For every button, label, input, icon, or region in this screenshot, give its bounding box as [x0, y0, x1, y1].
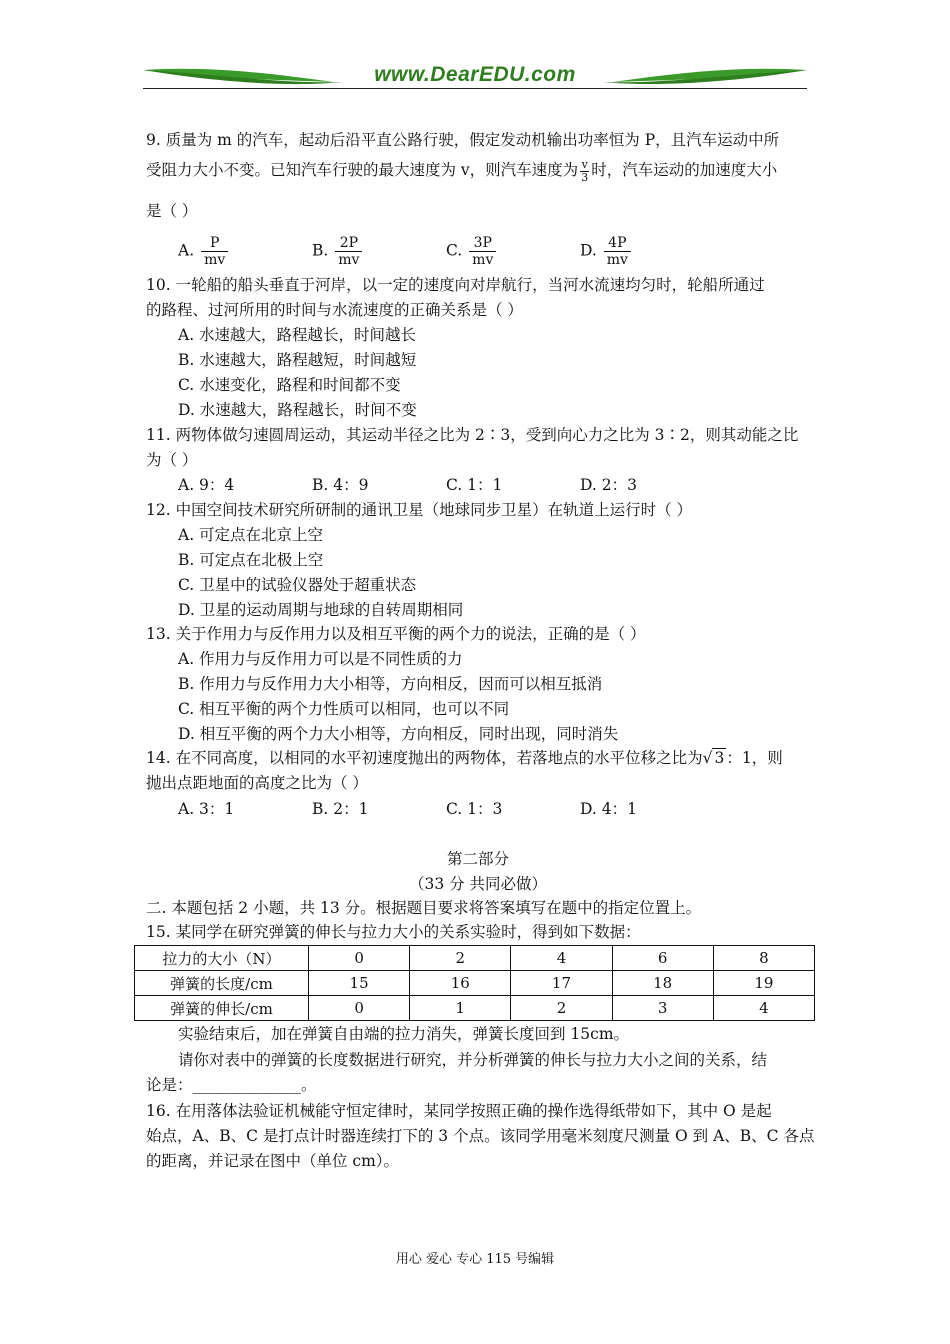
q12-line1: 12. 中国空间技术研究所研制的通讯卫星（地球同步卫星）在轨道上运行时（ ）	[146, 501, 693, 519]
table-cell: 3	[612, 996, 713, 1021]
q15-after2: 请你对表中的弹簧的长度数据进行研究，并分析弹簧的伸长与拉力大小之间的关系，结	[178, 1051, 768, 1069]
part2-intro: 二. 本题包括 2 小题，共 13 分。根据题目要求将答案填写在题中的指定位置上。	[146, 899, 702, 917]
table-cell: 弹簧的伸长/cm	[135, 996, 309, 1021]
q14-option-b[interactable]: B. 2：1	[312, 800, 369, 818]
q10-option-b[interactable]: B. 水速越大，路程越短，时间越短	[178, 351, 417, 369]
option-fraction	[469, 235, 496, 268]
spring-data-table	[134, 945, 815, 1021]
q9-frac-num: v	[581, 157, 588, 171]
option-label: C.	[446, 241, 463, 260]
table-row	[135, 996, 815, 1021]
table-cell: 19	[713, 971, 814, 996]
option-fraction	[335, 235, 362, 268]
frac-den: mv	[338, 252, 360, 268]
table-cell: 弹簧的长度/cm	[135, 971, 309, 996]
frac-num: P	[201, 235, 228, 252]
q14-line1	[146, 746, 810, 771]
table-cell: 拉力的大小（N）	[135, 946, 309, 971]
part2-subtitle: （33 分 共同必做）	[408, 875, 548, 893]
q9-fraction	[580, 159, 589, 184]
q12-option-a[interactable]: A. 可定点在北京上空	[178, 526, 324, 544]
q11-option-d[interactable]: D. 2：3	[580, 476, 637, 494]
option-label: D.	[580, 241, 597, 260]
q13-option-c[interactable]: C. 相互平衡的两个力性质可以相同，也可以不同	[178, 700, 510, 718]
page-footer: 用心 爱心 专心 115 号编辑	[395, 1252, 555, 1267]
q14-line1-post: ：1，则	[726, 749, 783, 767]
q15-line1: 15. 某同学在研究弹簧的伸长与拉力大小的关系实验时，得到如下数据：	[146, 923, 641, 941]
q11-option-c[interactable]: C. 1：1	[446, 476, 503, 494]
q15-after3[interactable]: 论是：______________。	[146, 1076, 317, 1094]
table-cell: 2	[511, 996, 612, 1021]
q9-option-c[interactable]	[446, 235, 498, 268]
frac-num: 3P	[469, 235, 496, 252]
q14-line1-pre: 14. 在不同高度，以相同的水平初速度抛出的两物体，若落地点的水平位移之比为	[146, 749, 703, 767]
q9-option-d[interactable]	[580, 235, 633, 268]
sqrt-symbol: √ 3	[702, 749, 725, 767]
q13-line1: 13. 关于作用力与反作用力以及相互平衡的两个力的说法，正确的是（ ）	[146, 625, 646, 643]
q9-line2-pre: 受阻力大小不变。已知汽车行驶的最大速度为 v，则汽车速度为	[146, 161, 579, 179]
q11-line1: 11. 两物体做匀速圆周运动，其运动半径之比为 2∶3，受到向心力之比为 3∶2，则其动能之比	[146, 426, 799, 444]
q13-option-b[interactable]: B. 作用力与反作用力大小相等，方向相反，因而可以相互抵消	[178, 675, 603, 693]
q10-line1: 10. 一轮船的船头垂直于河岸，以一定的速度向对岸航行，当河水流速均匀时，轮船所通过	[146, 276, 765, 294]
q13-option-d[interactable]: D. 相互平衡的两个力大小相等，方向相反，同时出现，同时消失	[178, 725, 619, 743]
table-cell: 4	[511, 946, 612, 971]
q16-line2: 始点，A、B、C 是打点计时器连续打下的 3 个点。该同学用毫米刻度尺测量 O 到 A、B、C 各点	[146, 1127, 815, 1145]
table-cell: 16	[410, 971, 511, 996]
q12-option-d[interactable]: D. 卫星的运动周期与地球的自转周期相同	[178, 601, 464, 619]
q14-option-c[interactable]: C. 1：3	[446, 800, 503, 818]
table-row	[135, 946, 815, 971]
frac-num: 4P	[604, 235, 631, 252]
q13-option-a[interactable]: A. 作用力与反作用力可以是不同性质的力	[178, 650, 463, 668]
table-cell: 0	[309, 946, 410, 971]
q11-option-a[interactable]: A. 9：4	[178, 476, 235, 494]
table-cell: 17	[511, 971, 612, 996]
sqrt-radicand: 3	[714, 749, 725, 767]
q12-option-c[interactable]: C. 卫星中的试验仪器处于超重状态	[178, 576, 417, 594]
q16-line3: 的距离，并记录在图中（单位 cm）。	[146, 1152, 400, 1170]
table-cell: 6	[612, 946, 713, 971]
q10-option-a[interactable]: A. 水速越大，路程越长，时间越长	[178, 326, 417, 344]
q10-option-c[interactable]: C. 水速变化，路程和时间都不变	[178, 376, 401, 394]
option-label: B.	[312, 241, 329, 260]
q14-line2: 抛出点距地面的高度之比为（ ）	[146, 774, 368, 792]
option-fraction	[604, 235, 631, 268]
table-cell: 8	[713, 946, 814, 971]
header-rule	[143, 88, 807, 89]
q11-option-b[interactable]: B. 4：9	[312, 476, 369, 494]
q11-line2: 为（ ）	[146, 451, 198, 469]
q10-option-d[interactable]: D. 水速越大，路程越长，时间不变	[178, 401, 417, 419]
q9-line2-post: 时，汽车运动的加速度大小	[591, 161, 778, 179]
q12-option-b[interactable]: B. 可定点在北极上空	[178, 551, 324, 569]
frac-den: mv	[204, 252, 226, 268]
q9-line1: 9. 质量为 m 的汽车，起动后沿平直公路行驶，假定发动机输出功率恒为 P，且汽车运动中所	[146, 131, 780, 149]
q9-line3: 是（ ）	[146, 202, 198, 220]
q9-option-b[interactable]	[312, 235, 364, 268]
table-cell: 18	[612, 971, 713, 996]
option-fraction	[201, 235, 228, 268]
q16-line1: 16. 在用落体法验证机械能守恒定律时，某同学按照正确的操作选得纸带如下，其中 O 是起	[146, 1102, 772, 1120]
q14-option-a[interactable]: A. 3：1	[178, 800, 235, 818]
table-cell: 1	[410, 996, 511, 1021]
table-cell: 2	[410, 946, 511, 971]
option-label: A.	[178, 241, 195, 260]
q15-after1: 实验结束后，加在弹簧自由端的拉力消失，弹簧长度回到 15cm。	[178, 1025, 630, 1043]
q9-frac-den: 3	[581, 170, 589, 184]
q14-option-d[interactable]: D. 4：1	[580, 800, 637, 818]
table-cell: 15	[309, 971, 410, 996]
q10-line2: 的路程、过河所用的时间与水流速度的正确关系是（ ）	[146, 301, 523, 319]
q9-option-a[interactable]	[178, 235, 230, 268]
part2-title: 第二部分	[446, 850, 509, 868]
table-cell: 4	[713, 996, 814, 1021]
q9-line2	[146, 158, 810, 184]
frac-num: 2P	[335, 235, 362, 252]
frac-den: mv	[606, 252, 628, 268]
table-row	[135, 971, 815, 996]
site-logo-text[interactable]: www.DearEDU.com	[374, 63, 576, 86]
table-cell: 0	[309, 996, 410, 1021]
frac-den: mv	[472, 252, 494, 268]
